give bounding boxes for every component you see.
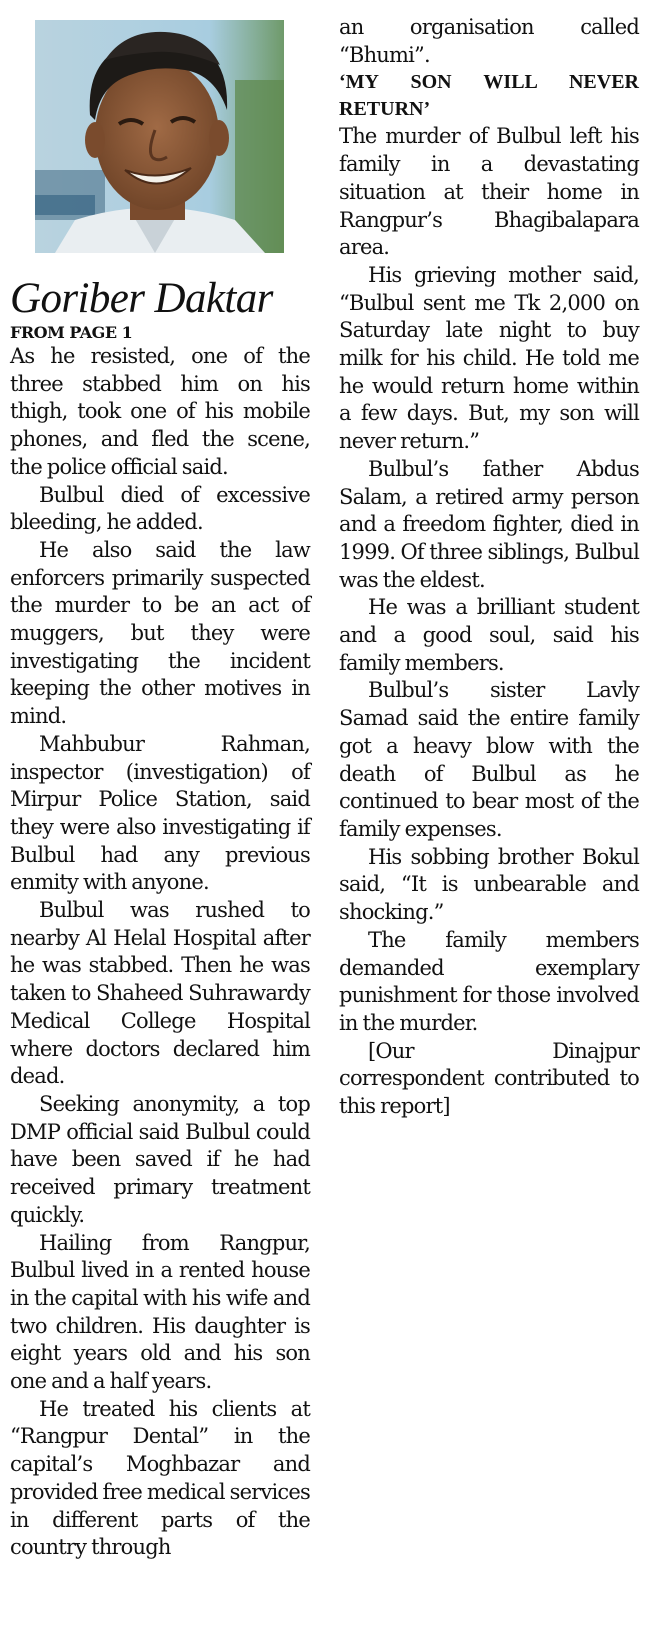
paragraph: His grieving mother said, “Bulbul sent me Tk 2,000 on Saturday late night to buy milk for his child. He told me he would return home within a few days. But, my son will never return.” xyxy=(339,262,639,454)
article-headline: Goriber Daktar xyxy=(10,275,273,322)
paragraph: He also said the law enforcers primarily suspected the murder to be an act of muggers, but they were investigating the incident keeping the other motives in mind. xyxy=(10,537,310,729)
paragraph: Bulbul was rushed to nearby Al Helal Hospital after he was stabbed. Then he was taken to Shaheed Suhrawardy Medical College Hospital where doctors declared him dead. xyxy=(10,898,310,1089)
portrait-icon xyxy=(35,20,284,253)
subheading: ‘MY SON WILL NEVER RETURN’ xyxy=(339,71,639,121)
paragraph: The family members demanded exemplary punishment for those involved in the murder. xyxy=(339,927,639,1035)
paragraph: As he resisted, one of the three stabbed him on his thigh, took one of his mobile phones, and fled the scene, the police official said. xyxy=(10,344,310,479)
paragraph-continuation: an organisation called “Bhumi”. xyxy=(339,15,639,67)
paragraph: He was a brilliant student and a good soul, said his family members. xyxy=(339,595,639,675)
paragraph: His sobbing brother Bokul said, “It is unbearable and shocking.” xyxy=(339,844,639,925)
paragraph: Bulbul’s sister Lavly Samad said the entire family got a heavy blow with the death of Bulbul as he continued to bear most of the family expenses. xyxy=(339,678,639,841)
continuation-label: FROM PAGE 1 xyxy=(10,323,133,342)
paragraph: Hailing from Rangpur, Bulbul lived in a rented house in the capital with his wife and two children. His daughter is eight years old and his son one and a half years. xyxy=(10,1230,310,1394)
paragraph: Seeking anonymity, a top DMP official said Bulbul could have been saved if he had received primary treatment quickly. xyxy=(10,1091,310,1227)
paragraph: The murder of Bulbul left his family in a devastating situation at their home in Rangpur’s Bhagibalapara area. xyxy=(339,124,639,260)
portrait-photo xyxy=(35,20,284,253)
paragraph: He treated his clients at “Rangpur Dental” in the capital’s Moghbazar and provided free medical services in different parts of the country through xyxy=(10,1396,310,1560)
paragraph: Bulbul died of excessive bleeding, he added. xyxy=(10,482,310,535)
left-column xyxy=(10,343,310,1562)
paragraph: Mahbubur Rahman, inspector (investigation) of Mirpur Police Station, said they were also investigating if Bulbul had any previous enmity with anyone. xyxy=(10,731,310,895)
paragraph: [Our Dinajpur correspondent contributed to this report] xyxy=(339,1038,639,1119)
right-column xyxy=(339,14,639,1121)
paragraph: Bulbul’s father Abdus Salam, a retired army person and a freedom fighter, died in 1999. Of three siblings, Bulbul was the eldest. xyxy=(339,456,639,592)
